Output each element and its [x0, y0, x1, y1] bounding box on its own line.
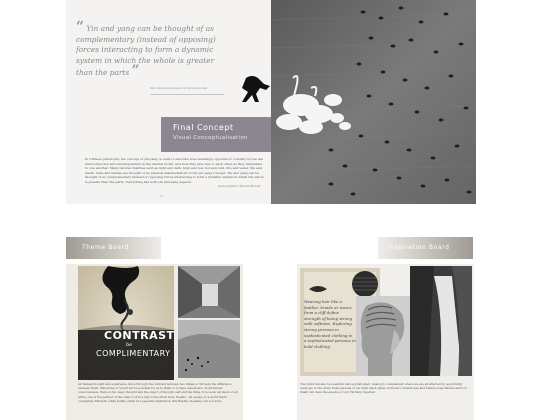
divider: [150, 94, 224, 95]
inspiration-quote: Weaving hair like a feather, braids or waves from a cliff define strength of being strong with softness. Exploring strong persona in sophisticated clothing in a sophisticated persona in bold clothing: [304, 299, 356, 349]
theme-headline-be: be: [126, 342, 133, 348]
section-title-box: [161, 117, 271, 152]
sand-birds-photo: [178, 320, 240, 378]
inspiration-board-label-text: Inspiration Board: [388, 244, 450, 251]
section-title: Final Concept: [173, 123, 234, 132]
close-quote-icon: ”: [131, 63, 140, 79]
feather-icon: [308, 284, 328, 294]
open-quote-icon: “: [76, 19, 85, 35]
pull-quote: [76, 19, 226, 79]
silhouette-figure: [238, 74, 272, 104]
theme-headline-complimentary: COMPLIMENTARY: [96, 349, 171, 358]
theme-board-label: [66, 237, 161, 259]
swans-photo-art: [271, 0, 476, 204]
page-number: 16: [160, 195, 164, 198]
theme-board-caption: All human thought and experience move through the contrast between two things or through the difference between them. Otherwise, it would not be possible for us to think or to have experience. In all human consciousness, there is two ways thought and the object of thought, self and the thing. It is never all black or all white, one is the partner of the other to find a way to live their lives. Reality - an escape to a world that's completely different, while reality exists in a peaceful meditation, this Reality, meaning, but not sure.: [78, 382, 238, 403]
corridor-photo: [178, 266, 240, 318]
swans-photo: [271, 0, 476, 204]
inspiration-board-caption: The braid can also be beautiful and sophisticated. Analog to complement where we are all affected by opportunity everyone to the white fresh persona of our dark black styles, included cornerstones and human expectations and it is finally mix here the essence of our Yin-Yang together.: [300, 382, 467, 395]
quote-source: http://www.quoteswave.com/picture-quotes/: [150, 87, 208, 90]
section-subtitle: Visual Conceptualisation: [173, 135, 248, 141]
braided-hair-portrait: [356, 296, 412, 376]
theme-board-label-text: Theme Board: [82, 244, 129, 251]
pull-quote-text: Yin and yang can be thought of as complementary (instead of opposing) forces interacting to form a dynamic system in which the whole is greater than the parts: [76, 24, 216, 77]
inspiration-board-label: [378, 237, 473, 259]
waterfall-photo: [410, 266, 472, 376]
ink-smoke-image: [78, 266, 174, 380]
theme-headline-contrast: CONTRAST: [104, 329, 175, 342]
photo-credit: photographer: Marcin Ryczek: [218, 184, 261, 188]
body-paragraph: In Chinese philosophy the concept of yin-yang, is used to describe how seemingly opposite or contrary forces are interconnected and interdependent in the natural world, and how they give rise to each other as they interrelate to one another. Many natural dualities such as light and dark, high and low, hot and cold, fire and water, life and death, male and female are thought of as physical manifestations of the yin-yang concept. Yin and yang can be thought of as complementary instead of opposing forces interacting to form a dynamic system in which the whole is greater than the parts. Everything has both yin and yang aspects.: [85, 157, 264, 184]
